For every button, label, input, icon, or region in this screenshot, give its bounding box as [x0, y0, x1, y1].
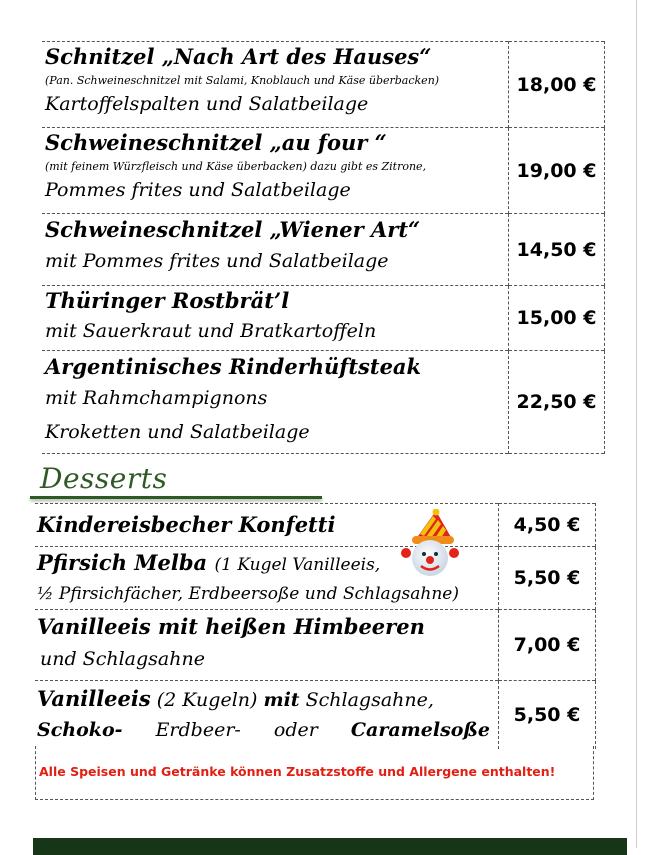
dish-price: 5,50 €	[499, 547, 596, 610]
dish-name: Vanilleeis mit heißen Himbeeren	[37, 614, 425, 639]
menu-row-schnitzel-haus	[42, 42, 605, 128]
footer-bar	[33, 838, 627, 855]
dish-note: (Pan. Schweineschnitzel mit Salami, Knoblauch und Käse überbacken)	[45, 74, 440, 87]
dish-price: 15,00 €	[509, 286, 605, 351]
dish-name: Argentinisches Rinderhüftsteak	[45, 354, 422, 379]
dish-description	[42, 214, 509, 286]
dish-price: 14,50 €	[509, 214, 605, 286]
dish-text: Erdbeer-	[155, 719, 241, 741]
menu-row-rostbraetl	[42, 286, 605, 351]
dish-text: mit	[263, 689, 300, 711]
dish-name: Schweineschnitzel „au four “	[45, 130, 387, 155]
dish-price: 7,00 €	[499, 610, 596, 681]
dish-description	[35, 681, 499, 749]
dish-line-2	[37, 715, 498, 745]
main-dishes-table	[42, 41, 605, 454]
allergen-notice: Alle Speisen und Getränke können Zusatzstoffe und Allergene enthalten!	[39, 764, 556, 779]
dish-text: Schoko-	[37, 719, 123, 741]
dish-name: Pfirsich Melba	[37, 550, 208, 575]
dish-note: (1 Kugel Vanilleeis,	[214, 555, 381, 575]
desserts-heading: Desserts	[40, 462, 168, 495]
desserts-table	[35, 503, 596, 749]
dish-price: 18,00 €	[509, 42, 605, 128]
dish-line-1	[37, 684, 498, 715]
dish-side: mit Rahmchampignons	[45, 387, 268, 409]
dish-description	[42, 128, 509, 214]
dish-text: Schlagsahne,	[299, 689, 434, 711]
dish-side: mit Sauerkraut und Bratkartoffeln	[45, 320, 377, 342]
dish-side: ½ Pfirsichfächer, Erdbeersoße und Schlagsahne)	[37, 584, 459, 604]
dish-note: (mit feinem Würzfleisch und Käse überbacken) dazu gibt es Zitrone,	[45, 160, 427, 173]
menu-row-vanilleeis-sahne	[35, 681, 596, 749]
menu-row-rinderhueftsteak	[42, 351, 605, 454]
dish-name: Vanilleeis	[37, 686, 151, 711]
dish-side: mit Pommes frites und Salatbeilage	[45, 250, 389, 272]
dish-text: oder	[273, 719, 318, 741]
allergen-notice-box	[35, 746, 594, 800]
menu-row-wiener-art	[42, 214, 605, 286]
dish-description	[35, 610, 499, 681]
dish-price: 4,50 €	[499, 504, 596, 547]
dish-description	[42, 351, 509, 454]
dish-name: Thüringer Rostbrät’l	[45, 288, 290, 313]
dish-text: (2 Kugeln)	[150, 689, 264, 711]
desserts-heading-underline	[30, 496, 322, 499]
dish-name: Schnitzel „Nach Art des Hauses“	[45, 44, 432, 69]
dish-side: Kartoffelspalten und Salatbeilage	[45, 93, 369, 115]
clown-icon	[400, 509, 460, 581]
dish-side: und Schlagsahne	[40, 648, 205, 670]
dish-side: Pommes frites und Salatbeilage	[45, 179, 351, 201]
dish-description	[42, 42, 509, 128]
dish-text: Caramelsoße	[350, 719, 490, 741]
menu-row-himbeeren	[35, 610, 596, 681]
dish-name: Schweineschnitzel „Wiener Art“	[45, 217, 421, 242]
menu-row-schnitzel-au-four	[42, 128, 605, 214]
menu-row-pfirsich-melba	[35, 547, 596, 610]
menu-row-kindereisbecher	[35, 504, 596, 547]
dish-price: 19,00 €	[509, 128, 605, 214]
dish-side: Kroketten und Salatbeilage	[45, 421, 310, 443]
dish-description	[42, 286, 509, 351]
dish-price: 22,50 €	[509, 351, 605, 454]
page-edge-rule	[636, 0, 637, 848]
dish-name: Kindereisbecher Konfetti	[37, 512, 336, 537]
dish-price: 5,50 €	[499, 681, 596, 749]
